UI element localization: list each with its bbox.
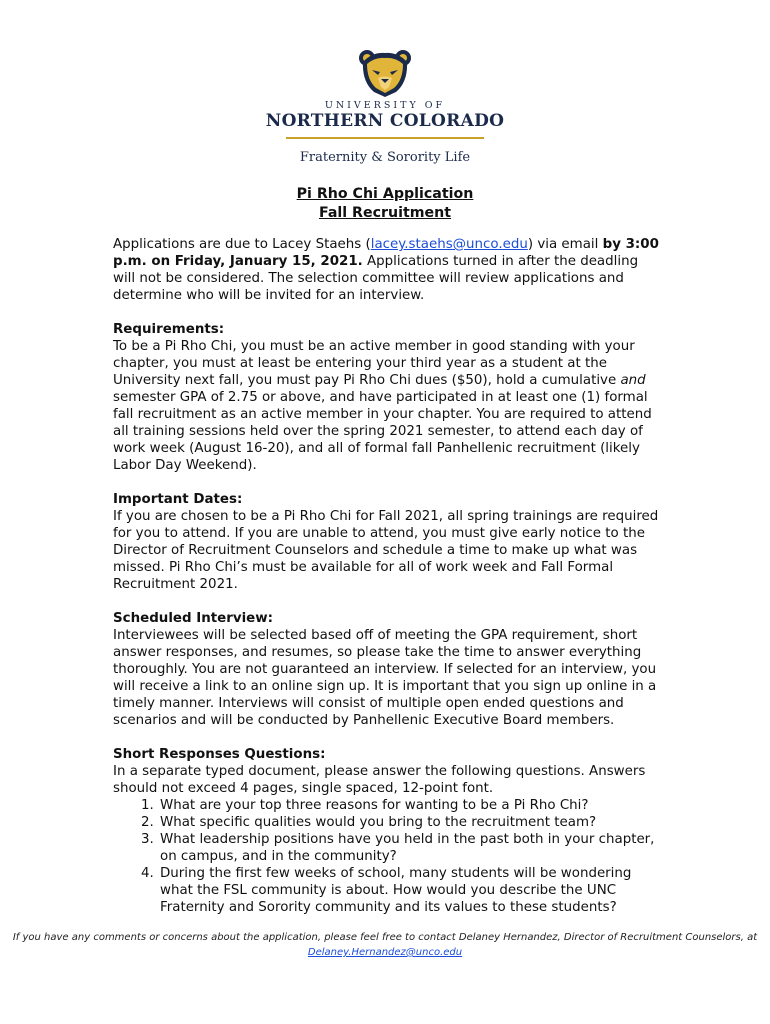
logo-divider xyxy=(286,137,484,139)
intro-text-2: ) via email xyxy=(527,237,603,252)
short-responses-section xyxy=(113,746,663,916)
requirements-section xyxy=(113,321,663,474)
requirements-and: and xyxy=(620,373,646,388)
question-item: 4. During the first few weeks of school, many students will be wondering what the FSL community is about. How would you describe the UNC Fraternity and Sorority community and its values to these students? xyxy=(158,865,663,916)
document-subtitle: Fall Recruitment xyxy=(318,205,452,221)
university-name: NORTHERN COLORADO xyxy=(265,111,505,131)
requirements-heading: Requirements: xyxy=(113,322,225,337)
requirements-text-a: To be a Pi Rho Chi, you must be an active member in good standing with your chapter, you must at least be entering your third year as a student at the University next fall, you must pay Pi Rho Chi dues ($50), hold a cumulative xyxy=(113,339,635,388)
requirements-text-b: semester GPA of 2.75 or above, and have participated in at least one (1) formal fall recruitment as an active member in your chapter. You are required to attend all training sessions held over the spring 2021 semester, to attend each day of work week (August 16-20), and all of formal fall Panhellenic recruitment (likely Labor Day Weekend). xyxy=(113,390,652,473)
intro-text-3: Applications turned in after the deadling will not be considered. The selection committee will review applications and determine who will be invited for an interview. xyxy=(113,254,639,303)
short-responses-text: In a separate typed document, please answer the following questions. Answers should not exceed 4 pages, single spaced, 12-point font. xyxy=(113,764,646,796)
question-item: 3. What leadership positions have you held in the past both in your chapter, on campus, and in the community? xyxy=(158,831,663,865)
question-item: 1. What are your top three reasons for wanting to be a Pi Rho Chi? xyxy=(158,797,663,814)
bear-mascot-icon xyxy=(358,48,412,98)
interview-heading: Scheduled Interview: xyxy=(113,611,273,626)
short-responses-heading: Short Responses Questions: xyxy=(113,747,326,762)
footer-text: If you have any comments or concerns about the application, please feel free to contact Delaney Hernandez, Director of Recruitment Counselors, at xyxy=(12,932,758,943)
important-dates-text: If you are chosen to be a Pi Rho Chi for Fall 2021, all spring trainings are required for you to attend. If you are unable to attend, you must give early notice to the Director of Recruitment Counselors and schedule a time to make up what was missed. Pi Rho Chi’s must be available for all of work week and Fall Formal Recruitment 2021. xyxy=(113,509,659,592)
department-name: Fraternity & Sorority Life xyxy=(299,150,471,165)
document-body xyxy=(113,236,663,916)
question-item: 2. What specific qualities would you bring to the recruitment team? xyxy=(158,814,663,831)
questions-list xyxy=(113,797,663,916)
interview-section xyxy=(113,610,663,729)
important-dates-section xyxy=(113,491,663,593)
unc-logo xyxy=(0,48,770,165)
delaney-email-link[interactable]: Delaney.Hernandez@unco.edu xyxy=(307,947,463,958)
university-of-label: UNIVERSITY OF xyxy=(324,100,446,111)
footer-note xyxy=(0,930,770,960)
intro-paragraph xyxy=(113,236,663,304)
document-title: Pi Rho Chi Application xyxy=(296,186,474,202)
lacey-email-link[interactable]: lacey.staehs@unco.edu xyxy=(370,237,528,252)
interview-text: Interviewees will be selected based off of meeting the GPA requirement, short answer responses, and resumes, so please take the time to answer everything thoroughly. You are not guaranteed an interview. If selected for an interview, you will receive a link to an online sign up. It is important that you sign up online in a timely manner. Interviews will consist of multiple open ended questions and scenarios and will be conducted by Panhellenic Executive Board members. xyxy=(113,628,657,728)
deadline-text: by 3:00 p.m. on Friday, January 15, 2021. xyxy=(113,237,659,269)
important-dates-heading: Important Dates: xyxy=(113,492,243,507)
intro-text-1: Applications are due to Lacey Staehs ( xyxy=(113,237,371,252)
